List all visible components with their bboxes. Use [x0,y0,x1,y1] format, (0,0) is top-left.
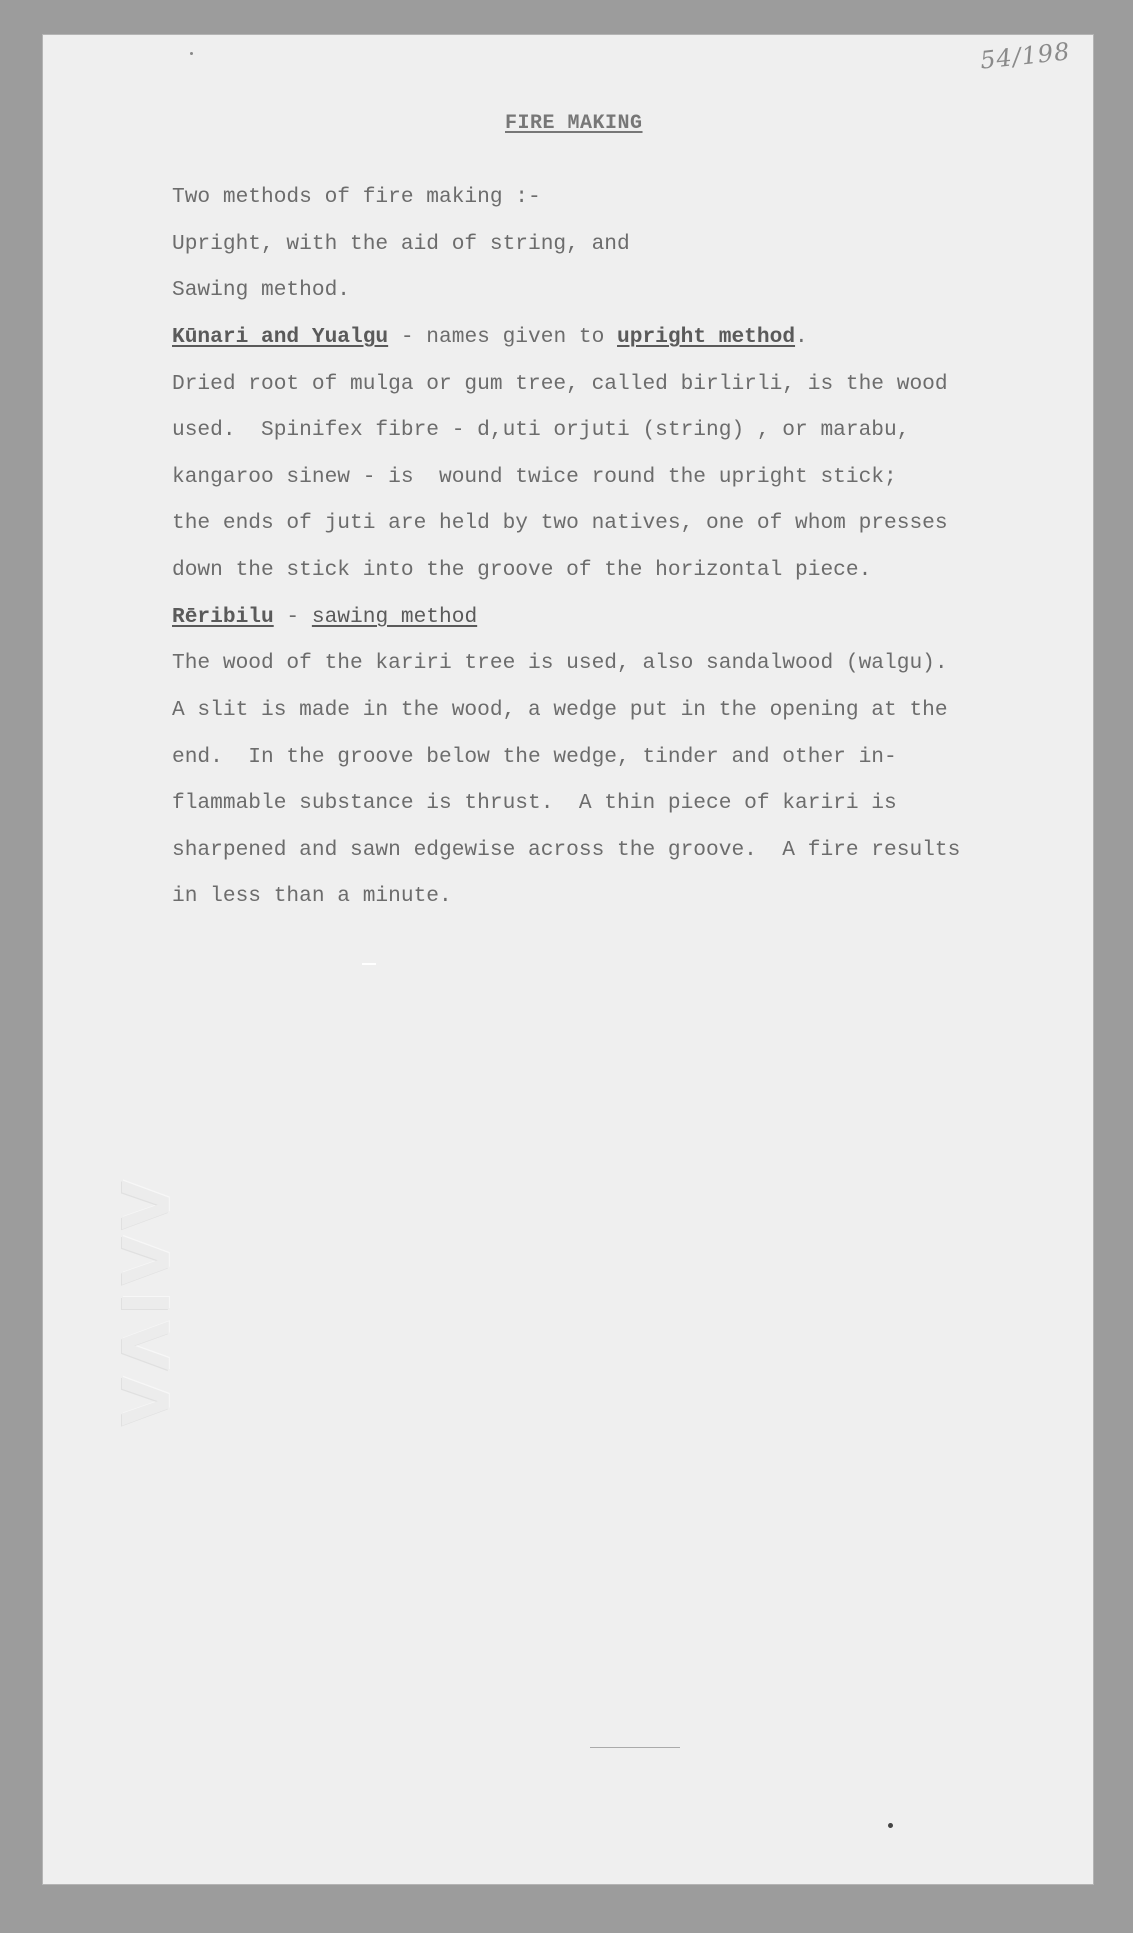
text-segment: - names given to [388,325,618,349]
pencil-mark [590,1747,680,1748]
text-line: used. Spinifex fibre - d,uti orjuti (string) , or marabu, [172,418,910,442]
text-segment: . [795,325,808,349]
folio-number: 54/198 [978,37,1072,75]
heading-sawing-method [172,607,477,628]
text-line: A slit is made in the wood, a wedge put in the opening at the [172,698,948,722]
text-line: in less than a minute. [172,884,452,908]
text-line: down the stick into the groove of the horizontal piece. [172,558,872,582]
text-line: end. In the groove below the wedge, tinder and other in- [172,745,897,769]
paper-speck [888,1823,893,1828]
paper-mark [362,963,376,965]
text-line: sharpened and sawn edgewise across the groove. A fire results [172,838,961,862]
text-line: The wood of the kariri tree is used, also sandalwood (walgu). [172,651,948,675]
heading-upright-method [172,327,808,348]
text-line: the ends of juti are held by two natives, one of whom presses [172,511,948,535]
paper-speck [190,52,193,55]
text-segment: - [273,605,312,629]
text-line: Upright, with the aid of string, and [172,232,630,256]
text-line: flammable substance is thrust. A thin piece of kariri is [172,791,897,815]
embossed-watermark: ΛΛIVΛ [106,1180,180,1432]
document-page [43,35,1093,1884]
text-line: Dried root of mulga or gum tree, called birlirli, is the wood [172,372,948,396]
term-reribilu: Rēribilu [172,605,274,629]
text-line: Two methods of fire making :- [172,185,541,209]
term-kunari-yualgu: Kūnari and Yualgu [172,325,389,349]
text-line: kangaroo sinew - is wound twice round the upright stick; [172,465,897,489]
text-line: Sawing method. [172,278,351,302]
term-upright-method: upright method [617,325,796,349]
document-title: FIRE MAKING [505,112,643,135]
term-sawing-method: sawing method [311,605,478,629]
